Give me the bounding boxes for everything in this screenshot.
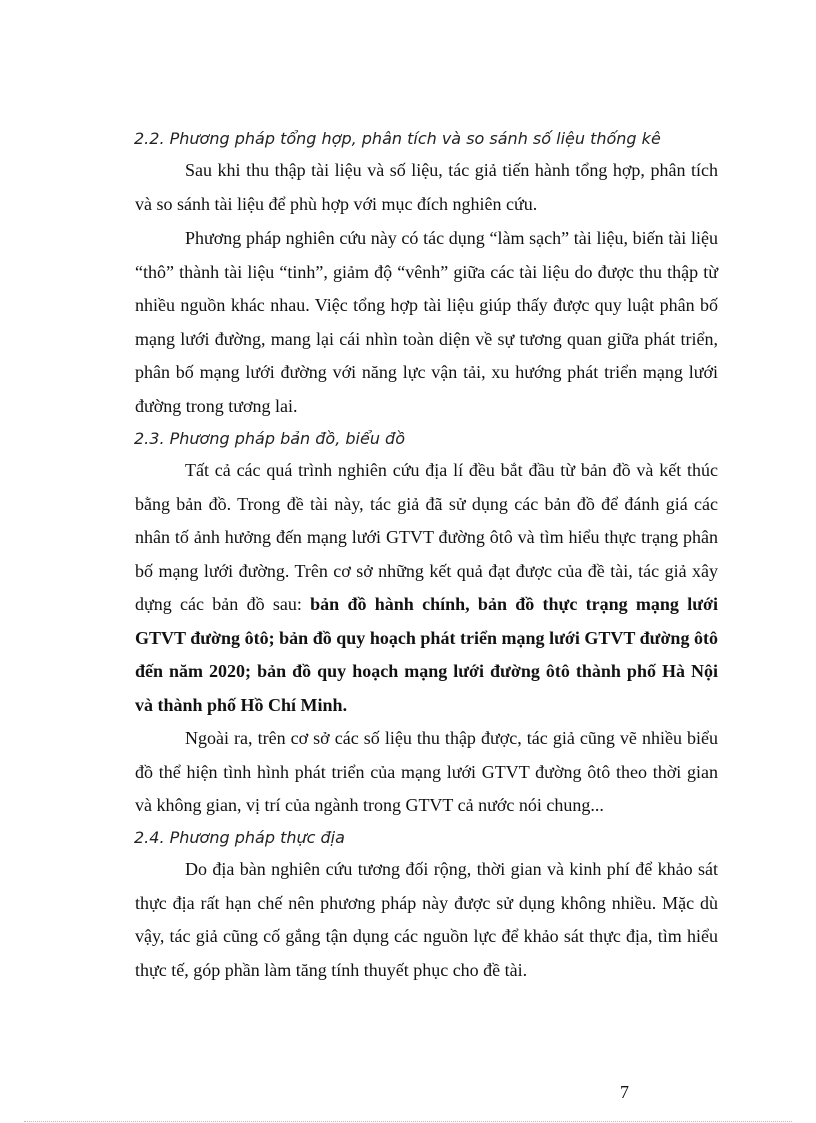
- paragraph: Do địa bàn nghiên cứu tương đối rộng, thời gian và kinh phí để khảo sát thực địa rất hạn chế nên phương pháp này được sử dụng không nhiều. Mặc dù vậy, tác giả cũng cố gắng tận dụng các nguồn lực để khảo sát thực địa, tìm hiểu thực tế, góp phần làm tăng tính thuyết phục cho đề tài.: [135, 859, 718, 980]
- paragraph: Sau khi thu thập tài liệu và số liệu, tác giả tiến hành tổng hợp, phân tích và so sánh tài liệu để phù hợp với mục đích nghiên cứu.: [135, 160, 718, 214]
- section-heading-2-4: 2.4. Phương pháp thực địa: [134, 828, 345, 847]
- bold-map-list: bản đồ hành chính, bản đồ thực trạng mạng lưới GTVT đường ôtô; bản đồ quy hoạch phát triển mạng lưới GTVT đường ôtô đến năm 2020; bản đồ quy hoạch mạng lưới đường ôtô thành phố Hà Nội và thành phố Hồ Chí Minh.: [135, 594, 718, 715]
- paragraph: Ngoài ra, trên cơ sở các số liệu thu thập được, tác giả cũng vẽ nhiều biểu đồ thể hiện tình hình phát triển của mạng lưới GTVT đường ôtô theo thời gian và không gian, vị trí của ngành trong GTVT cả nước nói chung...: [135, 728, 718, 815]
- section-heading-2-2: 2.2. Phương pháp tổng hợp, phân tích và so sánh số liệu thống kê: [134, 129, 661, 148]
- paragraph-with-bold: [135, 454, 718, 722]
- paragraph-text: Tất cả các quá trình nghiên cứu địa lí đều bắt đầu từ bản đồ và kết thúc bằng bản đồ. Trong đề tài này, tác giả đã sử dụng các bản đồ để đánh giá các nhân tố ảnh hưởng đến mạng lưới GTVT đường ôtô và tìm hiểu thực trạng phân bố mạng lưới đường. Trên cơ sở những kết quả đạt được của đề tài, tác giả xây dựng các bản đồ sau:: [135, 460, 718, 614]
- paragraph: Phương pháp nghiên cứu này có tác dụng “làm sạch” tài liệu, biến tài liệu “thô” thành tài liệu “tinh”, giảm độ “vênh” giữa các tài liệu do được thu thập từ nhiều nguồn khác nhau. Việc tổng hợp tài liệu giúp thấy được quy luật phân bố mạng lưới đường, mang lại cái nhìn toàn diện về sự tương quan giữa phát triển, phân bố mạng lưới đường với năng lực vận tải, xu hướng phát triển mạng lưới đường trong tương lai.: [135, 228, 718, 416]
- page-number: 7: [620, 1082, 629, 1102]
- page-bottom-divider: [24, 1121, 792, 1122]
- section-heading-2-3: 2.3. Phương pháp bản đồ, biểu đồ: [134, 429, 405, 448]
